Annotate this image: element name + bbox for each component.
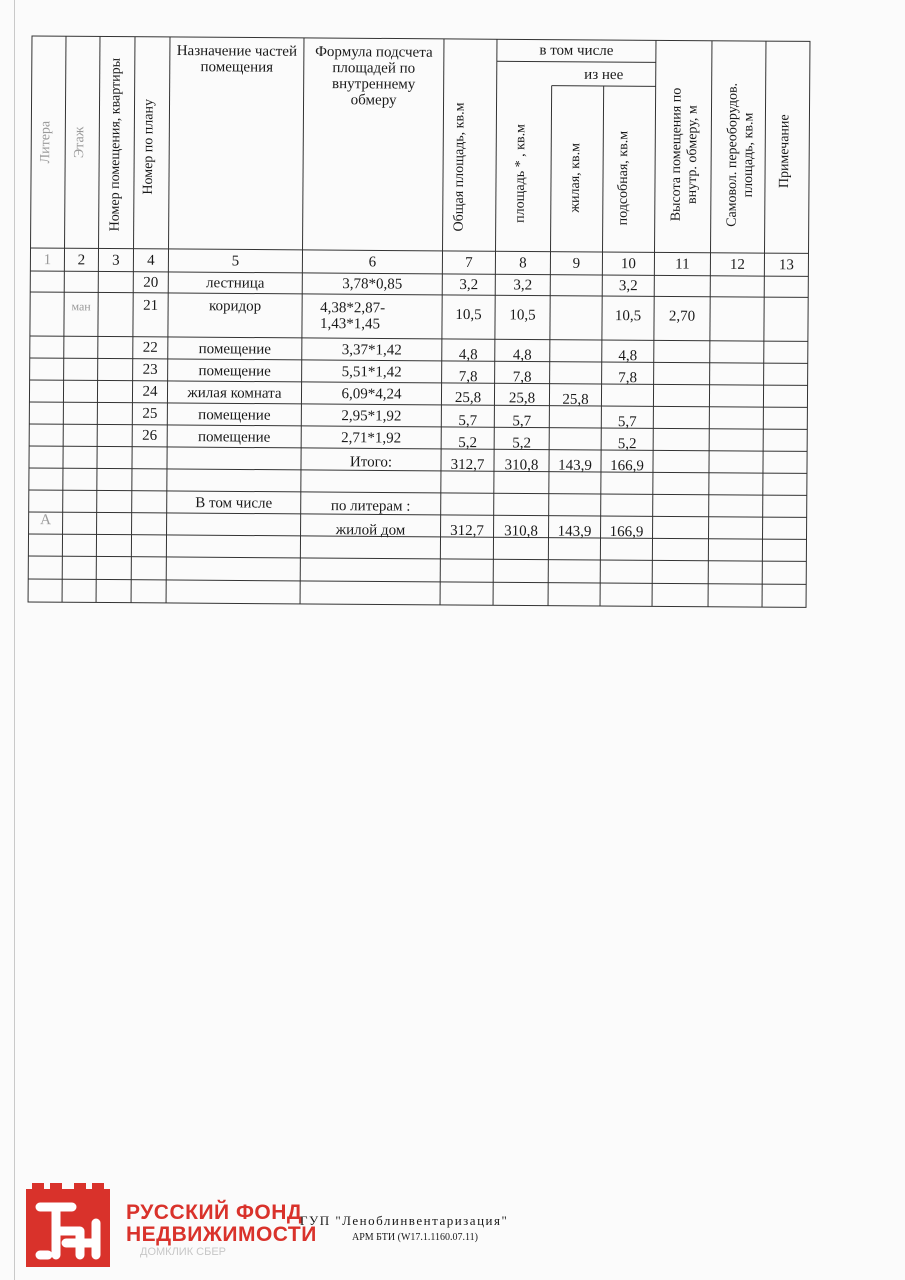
row-25-total: 5,7 — [458, 412, 478, 430]
row-21-total: 10,5 — [455, 306, 482, 324]
header-of-which: из нее — [584, 66, 624, 84]
row-23-formula: 5,51*1,42 — [341, 364, 402, 381]
header-auxiliary: подсобная, кв.м — [615, 130, 632, 226]
column-number-1: 1 — [43, 252, 52, 269]
row-26-area: 5,2 — [512, 435, 532, 452]
column-number-13: 13 — [778, 257, 794, 274]
row-25-purpose: помещение — [198, 407, 271, 424]
header-room-number: Номер помещения, квартиры — [107, 57, 124, 232]
row-21-purpose: коридор — [208, 298, 262, 315]
column-number-6: 6 — [368, 254, 377, 271]
row-23-area: 7,8 — [512, 369, 532, 386]
header-height: Высота помещения по внутр. обмеру, м — [668, 87, 701, 222]
column-number-10: 10 — [620, 256, 636, 273]
total-auxiliary: 166,9 — [610, 458, 644, 475]
row-24-formula: 6,09*4,24 — [341, 386, 402, 403]
software-version: АРМ БТИ (W17.1.1160.07.11) — [352, 1232, 478, 1243]
header-formula: Формула подсчета площадей по внутреннему обмеру — [315, 43, 433, 109]
row-22-auxiliary: 4,8 — [618, 348, 638, 365]
total-living: 143,9 — [558, 457, 592, 474]
organization-name: ГУП "Леноблинвентаризация" — [300, 1213, 509, 1228]
liter-a-area: 310,8 — [504, 523, 538, 540]
row-21-formula: 4,38*2,87-1,43*1,45 — [319, 300, 386, 333]
column-number-3: 3 — [112, 252, 120, 269]
row-20-formula: 3,78*0,85 — [342, 276, 403, 293]
row-21-number: 21 — [143, 297, 159, 314]
russian-real-estate-fund-logo — [26, 1183, 110, 1267]
liter-a-total: 312,7 — [450, 522, 484, 540]
total-label: Итого: — [349, 454, 393, 471]
row-20-purpose: лестница — [205, 275, 265, 292]
row-26-number: 26 — [142, 427, 158, 444]
row-20-total: 3,2 — [459, 276, 479, 294]
column-number-2: 2 — [77, 252, 86, 269]
row-21-auxiliary: 10,5 — [614, 308, 642, 325]
row-20-auxiliary: 3,2 — [618, 278, 638, 295]
brand-line-2: НЕДВИЖИМОСТИ — [126, 1223, 317, 1246]
header-plan-number: Номер по плану — [140, 98, 157, 195]
row-20-number: 20 — [143, 274, 159, 291]
brand-name — [126, 1202, 317, 1246]
row-21-floor: ман — [71, 299, 91, 314]
row-21-area: 10,5 — [509, 307, 536, 324]
header-total-area: Общая площадь, кв.м — [451, 102, 468, 232]
row-24-purpose: жилая комната — [187, 385, 282, 402]
column-number-8: 8 — [519, 255, 527, 272]
header-litera: Литера — [38, 120, 54, 164]
liter-a-label: жилой дом — [335, 522, 406, 539]
column-number-5: 5 — [231, 253, 240, 270]
including-label: В том числе — [195, 495, 273, 512]
row-20-area: 3,2 — [513, 277, 533, 294]
header-including: в том числе — [539, 42, 614, 60]
header-unauthorized: Самовол. переоборудов. площадь, кв.м — [724, 82, 757, 227]
total-area-sum: 312,7 — [450, 456, 485, 474]
row-25-formula: 2,95*1,92 — [341, 408, 402, 425]
row-24-total: 25,8 — [454, 389, 482, 407]
row-24-number: 24 — [142, 383, 158, 400]
header-area: площадь * , кв.м — [512, 123, 529, 223]
row-25-auxiliary: 5,7 — [617, 414, 637, 431]
row-26-auxiliary: 5,2 — [617, 436, 637, 453]
total-area: 310,8 — [504, 457, 539, 474]
column-number-11: 11 — [675, 256, 690, 273]
row-26-total: 5,2 — [458, 434, 478, 452]
brand-line-1: РУССКИЙ ФОНД — [126, 1201, 303, 1224]
header-note: Примечание — [776, 114, 793, 189]
column-number-7: 7 — [465, 255, 473, 272]
row-22-number: 22 — [142, 339, 158, 356]
watermark: ДОМКЛИК СБЕР — [140, 1246, 227, 1258]
row-24-area: 25,8 — [508, 390, 536, 407]
column-number-9: 9 — [572, 255, 581, 272]
page-edge — [14, 0, 15, 1280]
row-23-auxiliary: 7,8 — [618, 370, 638, 387]
row-24-living: 25,8 — [562, 391, 589, 408]
row-25-number: 25 — [142, 405, 158, 422]
liter-a-living: 143,9 — [557, 523, 592, 540]
column-number-12: 12 — [729, 256, 745, 273]
liter-a: А — [40, 512, 52, 529]
row-22-area: 4,8 — [512, 347, 532, 364]
header-living: жилая, кв.м — [567, 142, 584, 213]
by-liter-label: по литерам : — [330, 498, 411, 515]
inventory-table — [28, 36, 812, 617]
row-26-purpose: помещение — [197, 429, 271, 446]
liter-a-auxiliary: 166,9 — [609, 524, 644, 541]
row-22-total: 4,8 — [458, 346, 478, 364]
row-23-purpose: помещение — [198, 363, 271, 380]
row-22-formula: 3,37*1,42 — [341, 342, 402, 359]
row-25-area: 5,7 — [512, 413, 532, 430]
header-etazh: Этаж — [72, 126, 88, 159]
row-23-number: 23 — [142, 361, 158, 378]
column-number-4: 4 — [147, 252, 155, 269]
row-23-total: 7,8 — [458, 368, 478, 386]
row-26-formula: 2,71*1,92 — [341, 430, 402, 447]
row-21-height: 2,70 — [668, 308, 696, 325]
header-purpose: Назначение частей помещения — [176, 43, 298, 76]
row-22-purpose: помещение — [198, 341, 272, 358]
